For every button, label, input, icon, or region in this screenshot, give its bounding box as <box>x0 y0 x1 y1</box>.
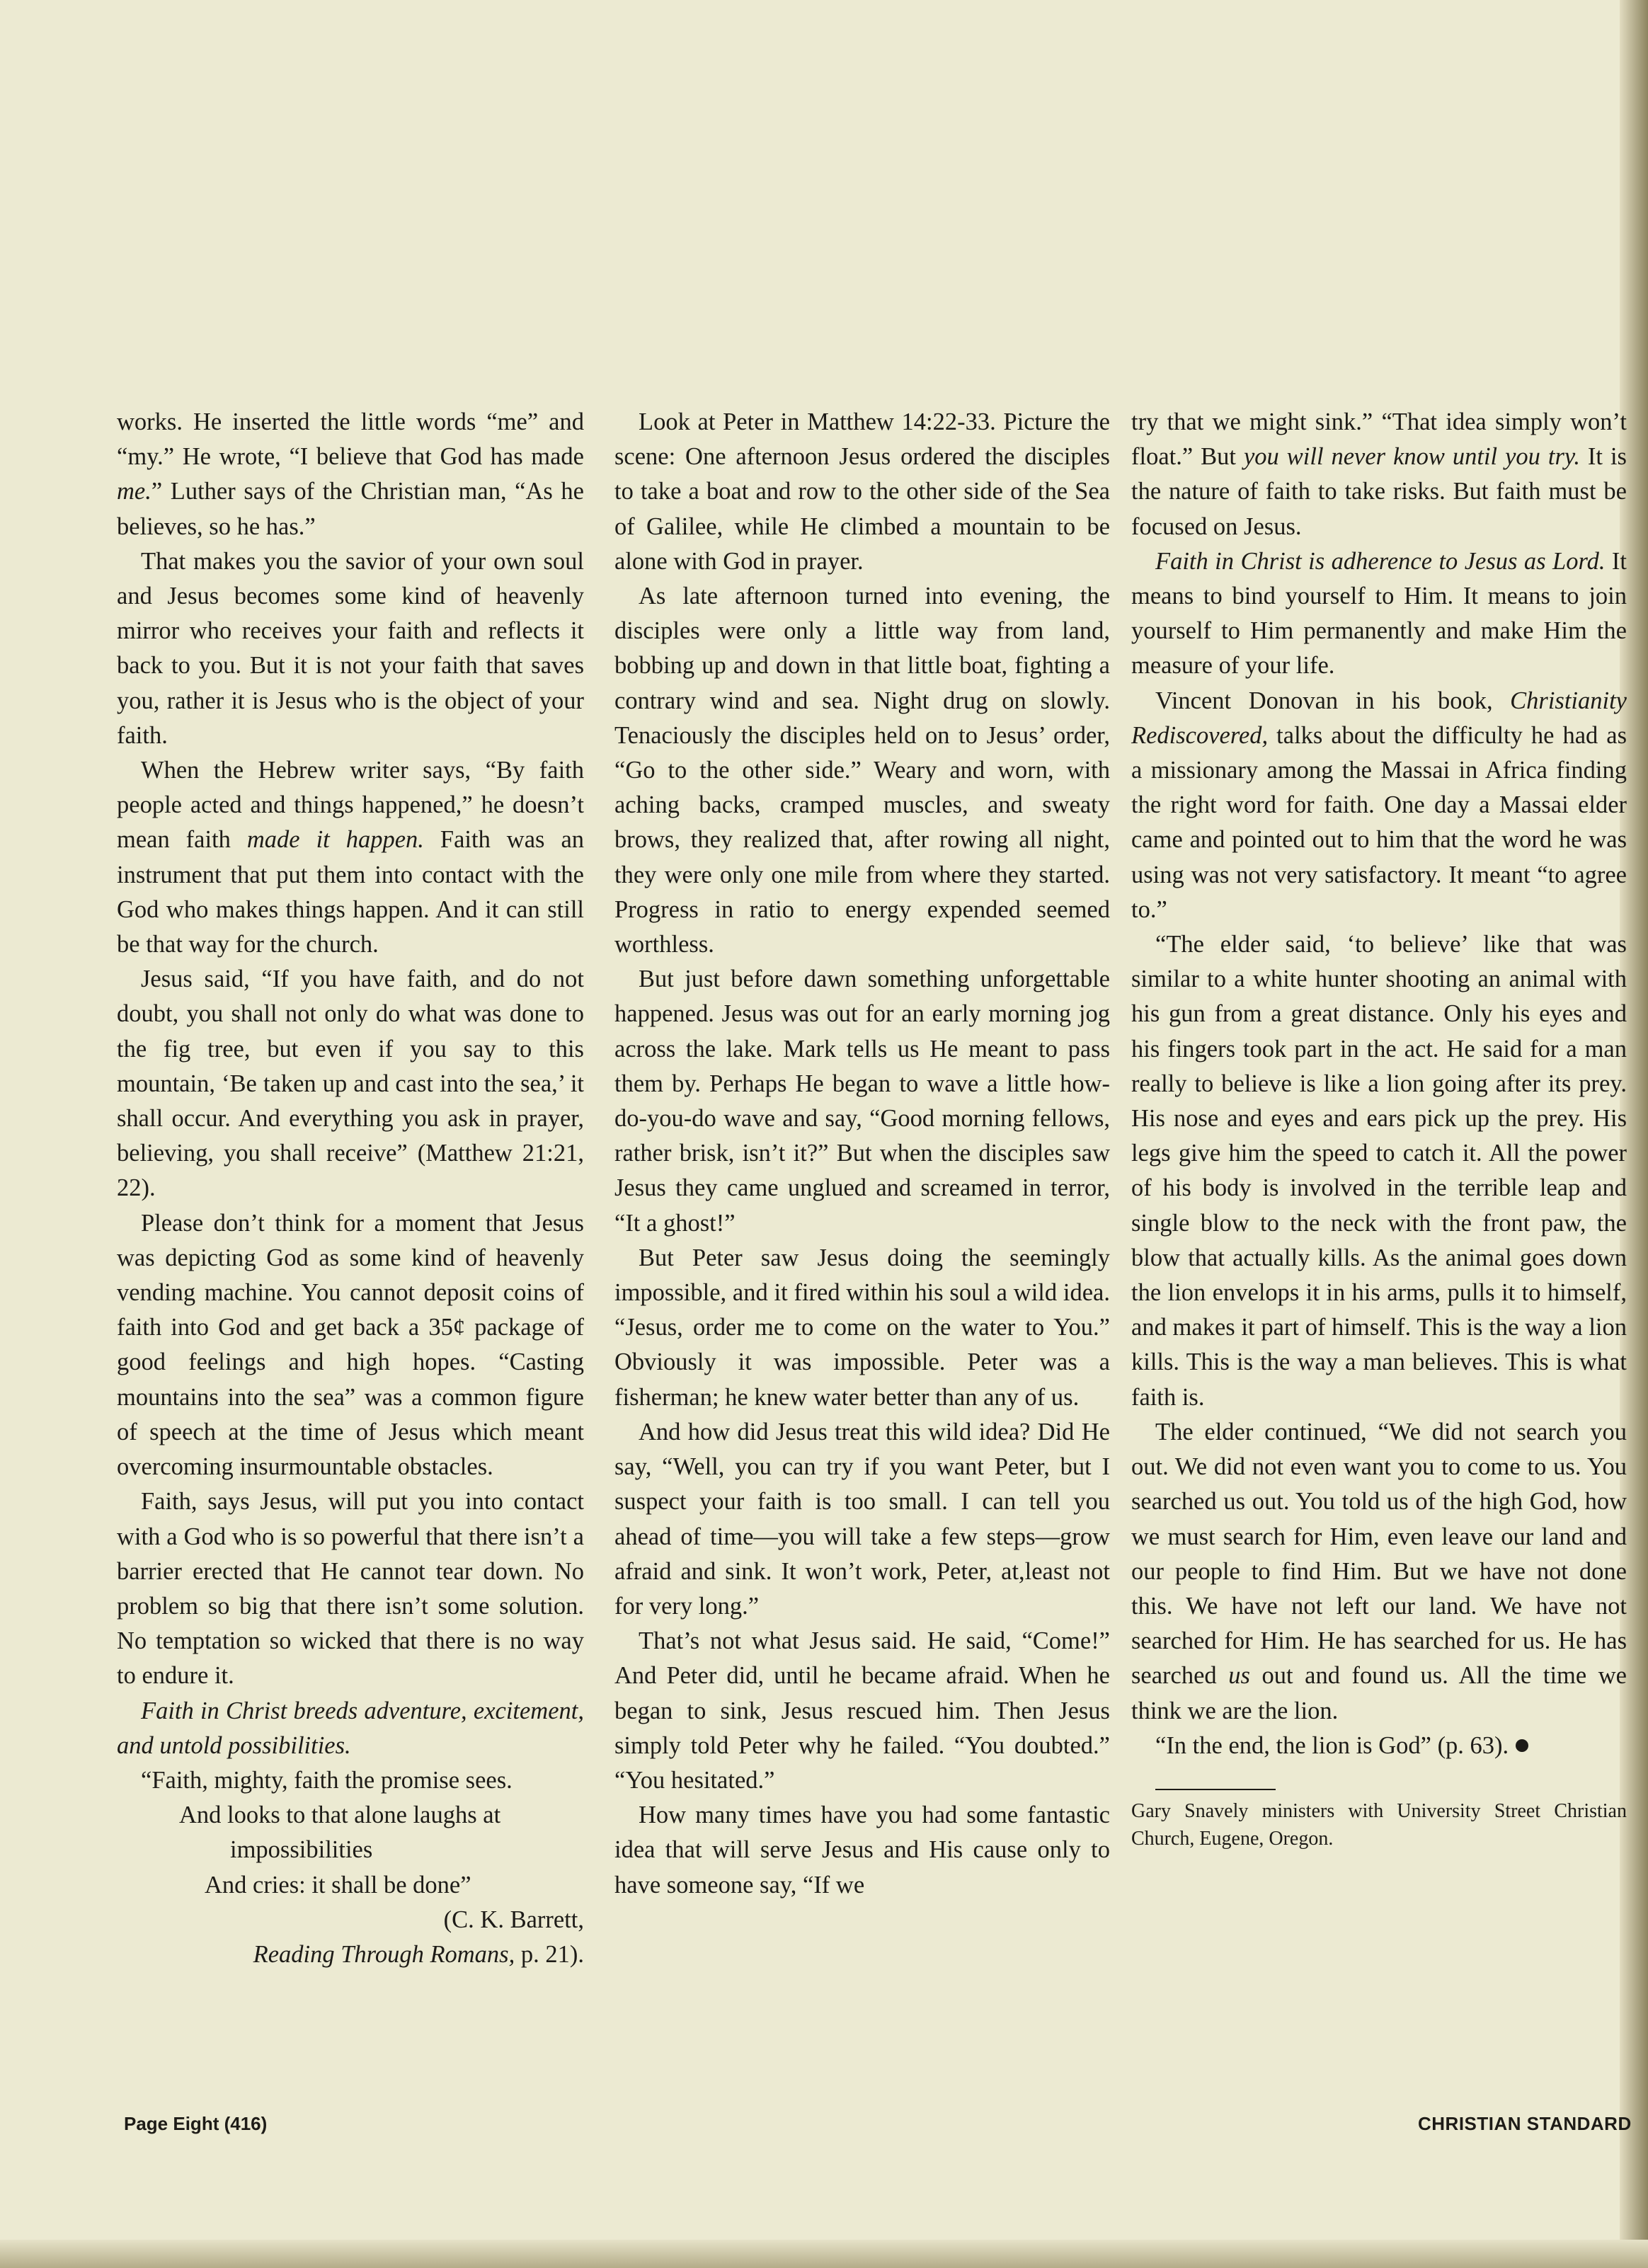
poem-line-3: impossibilities <box>230 1836 373 1864</box>
end-mark-icon <box>1516 1739 1528 1752</box>
page-number: Page Eight (416) <box>124 2113 268 2134</box>
text: It means to bind yourself to Him. It means to join yourself to Him permanently and make Him the measure of your life. <box>1131 547 1627 680</box>
poem-line-1: “Faith, mighty, faith the promise sees. <box>141 1766 513 1794</box>
col2-paragraph-4: But Peter saw Jesus doing the seemingly impossible, and it fired within his soul a wild idea. “Jesus, order me to come on the water to You.” Obviously it was impossible. Peter was a fisherman; he knew water better than any of us. <box>614 1244 1110 1411</box>
emphasis: Faith in Christ breeds adventure, excitement, and untold possibilities. <box>117 1697 584 1759</box>
col3-paragraph-4: “The elder said, ‘to believe’ like that was similar to a white hunter shooting an animal with his gun from a great distance. Only his eyes and his fingers took part in the act. He said for a man really to believe is like a lion going after its prey. His nose and eyes and ears pick up the prey. His legs give him the speed to catch it. All the power of his body is involved in the terrible leap and single blow to the neck with the front paw, the blow that actually kills. As the animal goes down the lion envelops it in his arms, pulls it to himself, and makes it part of himself. This is the way a lion kills. This is the way a man believes. This is what faith is. <box>1131 931 1627 1411</box>
text: “In the end, the lion is God” (p. 63). <box>1155 1731 1509 1759</box>
col1-paragraph-4: Jesus said, “If you have faith, and do not doubt, you shall not only do what was done to the fig tree, but even if you say to this mountain, ‘Be taken up and cast into the sea,’ it shall occur. And everything you ask in prayer, believing, you shall receive” (Matthew 21:21, 22). <box>117 966 584 1202</box>
col1-paragraph-6: Faith, says Jesus, will put you into contact with a God who is so powerful that there isn’t a barrier erected that He cannot tear down. No problem so big that there isn’t some solution. No temptation so wicked that there is no way to endure it. <box>117 1488 584 1690</box>
poem-line-2: And looks to that alone laughs at <box>179 1802 501 1829</box>
text: p. 21). <box>515 1940 584 1968</box>
col2-paragraph-6: That’s not what Jesus said. He said, “Come!” And Peter did, until he became afraid. When he began to sink, Jesus rescued him. Then Jesus simply told Peter why he failed. “You doubted.” “You hesitated.” <box>614 1627 1110 1794</box>
column-2 <box>614 405 1110 1903</box>
book-title: Christianity Rediscovered, <box>1131 687 1627 749</box>
col3-paragraph-6 <box>1131 1729 1627 1763</box>
col1-paragraph-5: Please don’t think for a moment that Jesus was depicting God as some kind of heavenly vending machine. You cannot deposit coins of faith into God and get back a 35¢ package of good feelings and high hopes. “Casting mountains into the sea” was a common figure of speech at the time of Jesus which meant overcoming insurmountable obstacles. <box>117 1209 584 1481</box>
source-title: Reading Through Romans, <box>253 1940 515 1968</box>
text: The elder continued, “We did not search you out. We did not even want you to come to us. You searched us out. You told us of the high God, how we must search for Him, even leave our land and our people to find Him. But we have not done this. We have not left our land. We have not searched for Him. He has searched for us. He has searched <box>1131 1418 1627 1690</box>
poem-source <box>117 1937 584 1972</box>
text: It is the nature of faith to take risks. But faith must be focused on Jesus. <box>1131 443 1627 540</box>
text: works. He inserted the little words “me” and “my.” He wrote, “I believe that God has made <box>117 408 584 471</box>
col2-paragraph-2: As late afternoon turned into evening, the disciples were only a little way from land, bobbing up and down in that little boat, fighting a contrary wind and sea. Night drug on slowly. Tenaciously the disciples held on to Jesus’ order, “Go to the other side.” Weary and worn, with aching backs, cramped muscles, and sweaty brows, they realized that, after rowing all night, they were only one mile from where they started. Progress in ratio to energy expended seemed worthless. <box>614 583 1110 958</box>
col2-paragraph-3: But just before dawn something unforgettable happened. Jesus was out for an early morning jog across the lake. Mark tells us He meant to pass them by. Perhaps He began to wave a little how-do-you-do wave and say, “Good morning fellows, rather brisk, isn’t it?” But when the disciples saw Jesus they came unglued and screamed in terror, “It a ghost!” <box>614 966 1110 1237</box>
poem-line-4: And cries: it shall be done” <box>205 1871 471 1898</box>
col2-paragraph-1: Look at Peter in Matthew 14:22-33. Picture the scene: One afternoon Jesus ordered the disciples to take a boat and row to the other side of the Sea of Galilee, while He climbed a mountain to be alone with God in prayer. <box>614 408 1110 575</box>
col1-paragraph-7 <box>117 1694 584 1763</box>
emphasis: me. <box>117 478 151 505</box>
col3-paragraph-5 <box>1131 1415 1627 1729</box>
emphasis: us <box>1228 1662 1250 1690</box>
col3-paragraph-2 <box>1131 544 1627 684</box>
emphasis: Faith in Christ is adherence to Jesus as Lord. <box>1155 547 1606 575</box>
col3-paragraph-1 <box>1131 405 1627 544</box>
emphasis: you will never know until you try. <box>1243 443 1580 471</box>
column-3 <box>1131 405 1627 1852</box>
text: Faith was an instrument that put them into contact with the God who makes things happen. And it can still be that way for the church. <box>117 826 585 958</box>
text: Vincent Donovan in his book, <box>1155 687 1511 714</box>
divider <box>1155 1789 1276 1790</box>
text: ” Luther says of the Christian man, “As he believes, so he has.” <box>117 478 584 540</box>
poem-quote <box>117 1763 584 1972</box>
col2-paragraph-5: And how did Jesus treat this wild idea? Did He say, “Well, you can try if you want Peter, but I suspect your faith is too small. I can tell you ahead of time—you will take a few steps—grow afraid and sink. It won’t work, Peter, at,least not for very long.” <box>614 1418 1110 1620</box>
publication-name: CHRISTIAN STANDARD <box>1418 2113 1632 2134</box>
col1-paragraph-2: That makes you the savior of your own soul and Jesus becomes some kind of heavenly mirror who receives your faith and reflects it back to you. But it is not your faith that saves you, rather it is Jesus who is the object of your faith. <box>117 547 584 749</box>
text: When the Hebrew writer says, “By faith people acted and things happened,” he doesn’t mean faith <box>117 757 584 854</box>
text: out and found us. All the time we think we are the lion. <box>1131 1662 1627 1724</box>
author-bio: Gary Snavely ministers with University Street Christian Church, Eugene, Oregon. <box>1131 1799 1627 1850</box>
poem-attribution: (C. K. Barrett, <box>443 1906 584 1933</box>
col3-paragraph-3 <box>1131 684 1627 927</box>
bottom-edge-shadow <box>0 2240 1648 2268</box>
column-1 <box>117 405 584 1972</box>
col1-paragraph-3 <box>117 753 584 962</box>
col1-paragraph-1 <box>117 405 584 544</box>
emphasis: made it happen. <box>246 826 424 854</box>
text: try that we might sink.” “That idea simply won’t float.” But <box>1131 408 1627 471</box>
text: talks about the difficulty he had as a missionary among the Massai in Africa finding the right word for faith. One day a Massai elder came and pointed out to him that the word he was using was not very satisfactory. It meant “to agree to.” <box>1131 721 1627 923</box>
col2-paragraph-7: How many times have you had some fantastic idea that will serve Jesus and His cause only to have someone say, “If we <box>614 1802 1110 1898</box>
